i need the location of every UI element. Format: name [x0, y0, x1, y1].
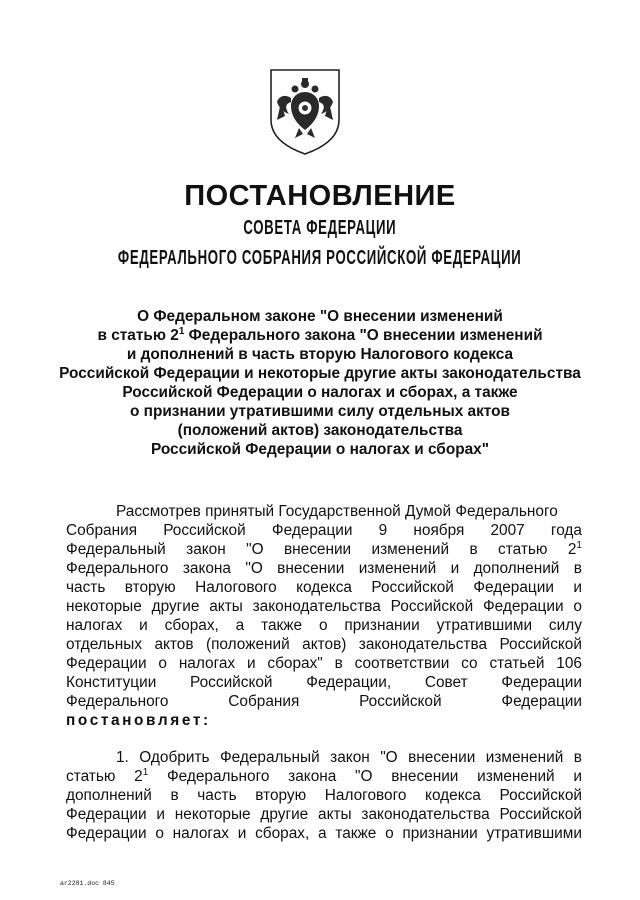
word: Одобрить [139, 749, 210, 766]
word: отдельных [66, 636, 143, 653]
word: Федерации [473, 579, 554, 596]
text-line [66, 635, 582, 654]
word: изменений [358, 560, 437, 577]
text-line [66, 692, 582, 711]
word: Конституции [66, 674, 157, 691]
issuer-subheading: ФЕДЕРАЛЬНОГО СОБРАНИЯ РОССИЙСКОЙ ФЕДЕРАЦИИ [118, 247, 522, 269]
word: акты [209, 598, 243, 615]
text-line [66, 521, 582, 540]
word: и [573, 768, 582, 785]
coat-of-arms-icon [267, 68, 343, 156]
word: Федерации [66, 655, 147, 672]
word: изменений [371, 541, 450, 558]
word: внесении [277, 560, 345, 577]
word: налогах [172, 825, 229, 842]
text-line [66, 616, 582, 635]
text-line [66, 578, 582, 597]
word: и [246, 655, 256, 672]
text-line [66, 654, 582, 673]
word: законодательства [358, 636, 488, 653]
word: изменений [485, 749, 564, 766]
word: 1. [116, 749, 129, 766]
word: статью [66, 768, 116, 785]
text-line [66, 597, 582, 616]
word: 106 [556, 655, 582, 672]
word: Собрания [228, 693, 300, 710]
word: в [573, 560, 582, 577]
word: сборах, [255, 825, 310, 842]
word: со [461, 655, 478, 672]
text-line [66, 767, 582, 786]
word: Федеральный [219, 749, 320, 766]
word: актов) [302, 636, 347, 653]
word: в [469, 541, 478, 558]
word: дополнений [473, 560, 560, 577]
word: Российской [499, 787, 582, 804]
word: в [334, 655, 343, 672]
word: статью [498, 541, 548, 558]
word: Налогового [195, 579, 277, 596]
word: Федерации, [306, 674, 392, 691]
word: силу [548, 617, 582, 634]
word: Налогового [324, 787, 407, 804]
issuer-heading: СОВЕТА ФЕДЕРАЦИИ [243, 217, 397, 239]
word: о [155, 825, 164, 842]
word: признании [344, 617, 420, 634]
word: о [318, 617, 328, 634]
word: Российской [371, 579, 454, 596]
word: вторую [255, 787, 307, 804]
resolution-keyword: постановляет: [66, 712, 211, 729]
word: вторую [124, 579, 176, 596]
word: $2^1$ [134, 766, 149, 785]
word: другие [260, 806, 309, 823]
word: Федерального [166, 768, 270, 785]
word: и [139, 617, 148, 634]
word: также [261, 617, 303, 634]
word: законодательства [361, 806, 490, 823]
word: некоторые [174, 806, 251, 823]
text-line [66, 786, 582, 805]
word: (положений [205, 636, 290, 653]
file-code: ar2281.doc 845 [60, 880, 115, 887]
document-subject: О Федеральном законе "О внесении изменений в статью $2^1$ Федерального закона "О внесении изменений и дополнений в часть вторую Налогового кодекса Российской Федерации и некоторые другие акты законодательства Российской Федерации о налогах и сборах, а также о признании утратившими силу отдельных актов (положений актов) законодательства Российской Федерации о налогах и сборах" [59, 308, 581, 458]
word: "О [355, 768, 373, 785]
word: соответствии [354, 655, 450, 672]
word: Собрания [66, 522, 138, 539]
word: изменений [477, 768, 555, 785]
paragraph-2 [66, 748, 582, 843]
word: закон [186, 541, 226, 558]
word: о [385, 825, 394, 842]
word: и [450, 560, 460, 577]
word: и [156, 806, 165, 823]
word: Российской [390, 598, 474, 615]
word: Федерального [66, 693, 169, 710]
word: 9 [378, 522, 388, 539]
word: внесении [408, 749, 476, 766]
word: дополнений [66, 787, 152, 804]
word: другие [151, 598, 200, 615]
word: признании [402, 825, 478, 842]
paragraph-1 [66, 502, 582, 730]
word: в [573, 749, 582, 766]
word: акты [318, 806, 352, 823]
word: закон [330, 749, 370, 766]
word: Российской [499, 806, 582, 823]
word: Российской [163, 522, 246, 539]
word: законодательства [252, 598, 381, 615]
word: "О [380, 749, 398, 766]
word: и [237, 825, 247, 842]
word: также [335, 825, 377, 842]
word: о [573, 598, 582, 615]
text-line [66, 805, 582, 824]
word: Российской [499, 636, 582, 653]
word: Федерации [66, 806, 147, 823]
word: 2007 [490, 522, 525, 539]
word: сборах, [164, 617, 219, 634]
word: Федерального [66, 560, 169, 577]
word: некоторые [66, 598, 142, 615]
text-line: Федеральный закон "О внесении изменений в статью $2^1$ [66, 539, 582, 558]
word: Федеральный [66, 541, 166, 558]
word: года [550, 522, 582, 539]
word: статьей [489, 655, 545, 672]
word: в [170, 787, 179, 804]
word: Российской [359, 693, 442, 710]
word: ноября [413, 522, 465, 539]
word: закона [182, 560, 231, 577]
word: налогах [178, 655, 236, 672]
word: налогах [66, 617, 123, 634]
document-type-heading: ПОСТАНОВЛЕНИЕ [184, 180, 456, 212]
word: Российской [190, 674, 273, 691]
text-line [66, 824, 582, 843]
word: Федерации [501, 674, 582, 691]
word: кодекса [296, 579, 352, 596]
text-line [66, 748, 582, 767]
word: утратившими [436, 617, 533, 634]
word: а [235, 617, 245, 634]
word: Совет [424, 674, 468, 691]
word: внесении [283, 541, 352, 558]
word: Федерации [66, 825, 147, 842]
word: часть [66, 579, 106, 596]
word: актов [154, 636, 194, 653]
word: кодекса [425, 787, 481, 804]
word: внесении [391, 768, 459, 785]
word: утратившими [486, 825, 582, 842]
word: Федерации [271, 522, 353, 539]
word: сборах" [267, 655, 323, 672]
text-line: Рассмотрев принятый Государственной Думой Федерального [116, 503, 558, 520]
word: "О [245, 560, 263, 577]
text-line [66, 673, 582, 692]
word: закона [288, 768, 337, 785]
word: Федерации [482, 598, 564, 615]
word: а [318, 825, 327, 842]
word: и [573, 579, 582, 596]
word: Федерации [501, 693, 582, 710]
word: "О [246, 541, 264, 558]
word: о [158, 655, 167, 672]
word: часть [197, 787, 237, 804]
text-line [66, 559, 582, 578]
